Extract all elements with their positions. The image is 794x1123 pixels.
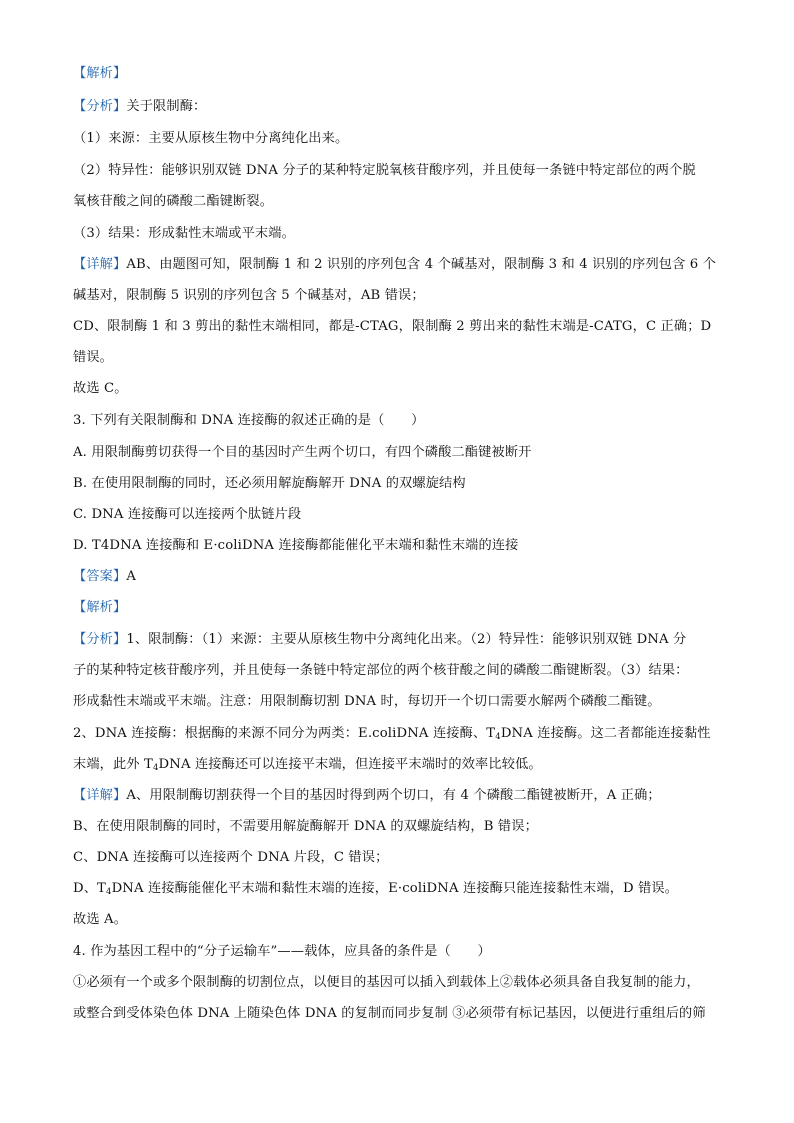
analysis-text: 2、DNA 连接酶：根据酶的来源不同分为两类：E.coliDNA 连接酶、T	[73, 726, 496, 741]
question-3-stem: 3. 下列有关限制酶和 DNA 连接酶的叙述正确的是（ ）	[73, 413, 425, 428]
xiangjie-label: 【详解】	[73, 257, 127, 272]
q3-analysis-line4	[73, 724, 733, 744]
detail-text: A、用限制酶切割获得一个目的基因时得到两个切口，有 4 个磷酸二酯键被断开，A 正确；	[126, 788, 661, 803]
detail-text: D、T	[73, 881, 107, 896]
q3-analysis-line3: 形成黏性末端或平末端。注意：用限制酶切割 DNA 时，每切开一个切口需要水解两个磷酸二酯键。	[73, 694, 661, 709]
question-3-option-c: C. DNA 连接酶可以连接两个肽链片段	[73, 507, 302, 522]
answer-conclusion: 故选 C。	[73, 381, 128, 396]
question-3-option-a: A. 用限制酶剪切获得一个目的基因时产生两个切口，有四个磷酸二酯键被断开	[73, 445, 532, 460]
analysis-text: DNA 连接酶。这二者都能连接黏性	[500, 726, 711, 741]
fenxi-label: 【分析】	[73, 99, 127, 114]
subscript: 4	[495, 732, 501, 742]
analysis-text: DNA 连接酶还可以连接平末端，但连接平末端时的效率比较低。	[158, 757, 542, 772]
jiexi-label: 【解析】	[73, 600, 127, 615]
question-3-answer	[73, 567, 733, 587]
analysis-paragraph	[73, 97, 733, 117]
question-3-option-b: B. 在使用限制酶的同时，还必须用解旋酶解开 DNA 的双螺旋结构	[73, 476, 466, 491]
q3-detail-line1	[73, 786, 733, 806]
q3-analysis-line5	[73, 755, 733, 775]
detail-text: AB、由题图可知，限制酶 1 和 2 识别的序列包含 4 个碱基对，限制酶 3 和 4 识别的序列包含 6 个	[126, 257, 717, 272]
q3-detail-line2: B、在使用限制酶的同时，不需要用解旋酶解开 DNA 的双螺旋结构，B 错误；	[73, 819, 538, 834]
xiangjie-label: 【详解】	[73, 788, 127, 803]
question-4-stem: 4. 作为基因工程中的“分子运输车”——载体，应具备的条件是（ ）	[73, 944, 491, 959]
analysis-text: 1、限制酶：（1）来源：主要从原核生物中分离纯化出来。（2）特异性：能够识别双链 DNA 分	[126, 632, 687, 647]
q3-detail-line3: C、DNA 连接酶可以连接两个 DNA 片段，C 错误；	[73, 850, 389, 865]
analysis-point-3: （3）结果：形成黏性末端或平末端。	[73, 226, 295, 241]
analysis-point-2-line2: 氧核苷酸之间的磷酸二酯键断裂。	[73, 194, 274, 209]
fenxi-text: 关于限制酶：	[126, 99, 207, 114]
q3-analysis-line2: 子的某种特定核苷酸序列，并且使每一条链中特定部位的两个核苷酸之间的磷酸二酯键断裂。（3）结果：	[73, 663, 689, 678]
detail-paragraph-1-line1	[73, 255, 733, 275]
question-4-line1: ①必须有一个或多个限制酶的切割位点，以便目的基因可以插入到载体上②载体必须具备自我复制的能力，	[73, 975, 700, 990]
jiexi-label: 【解析】	[73, 66, 127, 81]
analysis-point-2-line1: （2）特异性：能够识别双链 DNA 分子的某种特定脱氧核苷酸序列，并且使每一条链中特定部位的两个脱	[73, 163, 696, 178]
subscript: 4	[152, 763, 159, 773]
detail-text: DNA 连接酶能催化平末端和黏性末端的连接，E·coliDNA 连接酶只能连接黏性末端，D 错误。	[111, 881, 679, 896]
detail-paragraph-2-line1: CD、限制酶 1 和 3 剪出的黏性末端相同，都是-CTAG，限制酶 2 剪出来的黏性末端是-CATG，C 正确；D	[73, 319, 712, 334]
detail-paragraph-1-line2: 碱基对，限制酶 5 识别的序列包含 5 个碱基对，AB 错误；	[73, 288, 425, 303]
question-3-option-d: D. T4DNA 连接酶和 E·coliDNA 连接酶都能催化平末端和黏性末端的连接	[73, 538, 519, 553]
question-4-line2: 或整合到受体染色体 DNA 上随染色体 DNA 的复制而同步复制 ③必须带有标记基因，以便进行重组后的筛	[73, 1006, 706, 1021]
analysis-point-1: （1）来源：主要从原核生物中分离纯化出来。	[73, 131, 349, 146]
question-3-jiexi-heading	[73, 598, 733, 618]
daan-label: 【答案】	[73, 569, 127, 584]
fenxi-label: 【分析】	[73, 632, 127, 647]
detail-paragraph-2-line2: 错误。	[73, 350, 114, 365]
section-heading-analysis	[73, 64, 733, 84]
q3-conclusion: 故选 A。	[73, 912, 128, 927]
q3-analysis-line1	[73, 630, 733, 650]
q3-detail-line4	[73, 879, 733, 899]
daan-value: A	[126, 569, 137, 584]
analysis-text: 末端，此外 T	[73, 757, 153, 772]
subscript: 4	[106, 887, 112, 897]
